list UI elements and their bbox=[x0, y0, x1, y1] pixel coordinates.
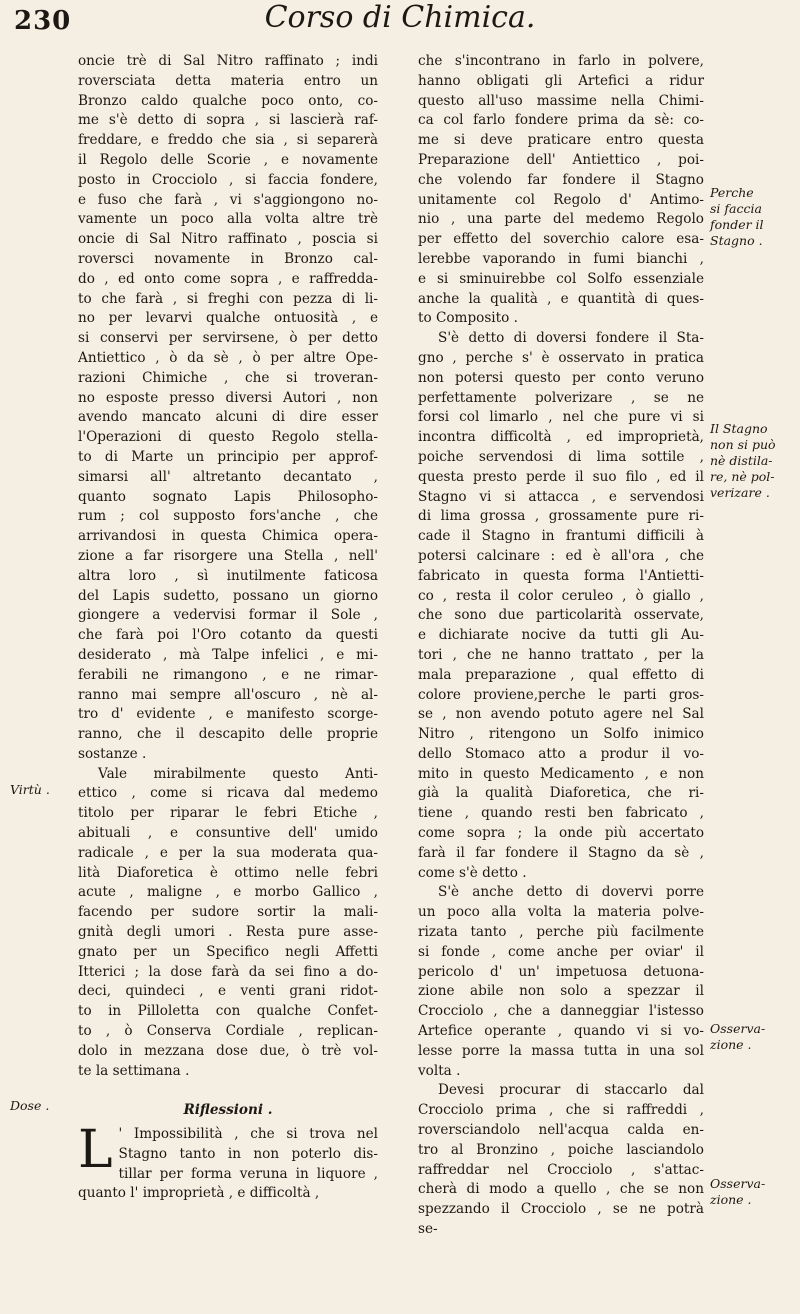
drop-cap: L bbox=[78, 1120, 113, 1181]
text-line: altra loro , sì inutilmente faticosa bbox=[78, 567, 378, 584]
right-column bbox=[418, 52, 704, 1240]
text-line: si fonde , come anche per oviar' il bbox=[418, 943, 704, 960]
text-line: ca col farlo fondere prima da sè: co- bbox=[418, 112, 704, 129]
margin-note-dose: Dose . bbox=[10, 1098, 50, 1113]
text-line: Crocciolo prima , che si raffreddi , bbox=[418, 1102, 704, 1119]
text-line: roversci novamente in Bronzo cal- bbox=[78, 250, 378, 267]
left-column bbox=[78, 52, 378, 1204]
text-line: zione abile non solo a spezzar il bbox=[418, 983, 704, 1000]
text-line: razioni Chimiche , che si troveran- bbox=[78, 369, 378, 386]
text-line: me si deve praticare entro questa bbox=[418, 132, 704, 149]
text-line: ferabili ne rimangono , e ne rimar- bbox=[78, 666, 378, 683]
page-number: 230 bbox=[14, 6, 72, 36]
text-line: Stagno vi si attacca , e servendosi bbox=[418, 488, 704, 505]
text-line: unitamente col Regolo d' Antimo- bbox=[418, 191, 704, 208]
left-paragraph-1 bbox=[78, 52, 378, 765]
text-line: simarsi all' altretanto decantato , bbox=[78, 468, 378, 485]
text-line: gnato per un Specifico negli Affetti bbox=[78, 943, 378, 960]
text-line: già la qualità Diaforetica, che ri- bbox=[418, 785, 704, 802]
text-line: nio , una parte del medemo Regolo bbox=[418, 211, 704, 228]
text-line: to , ò Conserva Cordiale , replican- bbox=[78, 1023, 378, 1040]
text-line: vamente un poco alla volta altre trè bbox=[78, 211, 378, 228]
text-line: dolo in mezzana dose due, ò trè vol- bbox=[78, 1042, 378, 1059]
text-line: deci, quindeci , e venti grani ridot- bbox=[78, 983, 378, 1000]
text-line: oncie di Sal Nitro raffinato , poscia si bbox=[78, 231, 378, 248]
text-line: giongere a vedervisi formar il Sole , bbox=[78, 607, 378, 624]
text-line: un poco alla volta la materia polve- bbox=[418, 904, 704, 921]
text-line: questa presto perde il suo filo , ed il bbox=[418, 468, 704, 485]
text-line: titolo per riparar le febri Etiche , bbox=[78, 805, 378, 822]
text-line: lerebbe vaporando in fumi bianchi , bbox=[418, 250, 704, 267]
margin-note-stagno: Il Stagno non si può nè distila- re, nè pol- verizare . bbox=[710, 421, 776, 500]
text-line: ranno, che il descapito delle proprie bbox=[78, 726, 378, 743]
text-line: roversciata detta materia entro un bbox=[78, 72, 378, 89]
text-line: rizata tanto , perche più facilmente bbox=[418, 924, 704, 941]
text-line: questo all'uso massime nella Chimi- bbox=[418, 92, 704, 109]
text-line: il Regolo delle Scorie , e novamente bbox=[78, 151, 378, 168]
text-line: lità Diaforetica è ottimo nelle febri bbox=[78, 864, 378, 881]
text-line: Bronzo caldo qualche poco onto, co- bbox=[78, 92, 378, 109]
margin-note-perche: Perche si faccia fonder il Stagno . bbox=[710, 185, 764, 248]
text-line: facendo per sudore sortir la mali- bbox=[78, 904, 378, 921]
text-line: rum ; col supposto fors'anche , che bbox=[78, 508, 378, 525]
text-line: Itterici ; la dose farà da sei fino a do- bbox=[78, 963, 378, 980]
text-line: gnità degli umori . Resta pure asse- bbox=[78, 924, 378, 941]
text-line: tro al Bronzino , poiche lasciandolo bbox=[418, 1141, 704, 1158]
margin-note-osservazione-2: Osserva- zione . bbox=[710, 1176, 766, 1207]
text-line: anche la qualità , e quantità di ques- bbox=[418, 290, 704, 307]
text-line: to che farà , si freghi con pezza di li- bbox=[78, 290, 378, 307]
text-line: Vale mirabilmente questo Anti- bbox=[98, 765, 378, 782]
text-line: te la settimana . bbox=[78, 1062, 190, 1079]
text-line: ranno mai sempre all'oscuro , nè al- bbox=[78, 686, 378, 703]
text-line: Preparazione dell' Antiettico , poi- bbox=[418, 151, 704, 168]
text-line: ettico , come si ricava dal medemo bbox=[78, 785, 378, 802]
text-line: S'è anche detto di dovervi porre bbox=[438, 884, 704, 901]
text-line: raffreddar nel Crocciolo , s'attac- bbox=[418, 1161, 704, 1178]
text-line: quanto l' improprietà , e difficoltà , bbox=[78, 1185, 320, 1202]
text-line: do , ed onto come sopra , e raffredda- bbox=[78, 270, 378, 287]
text-line: S'è detto di doversi fondere il Sta- bbox=[438, 330, 704, 347]
text-line: Nitro , ritengono un Solfo inimico bbox=[418, 726, 704, 743]
text-line: che sono due particolarità osservate, bbox=[418, 607, 704, 624]
text-line: colore proviene,perche le parti gros- bbox=[418, 686, 704, 703]
text-line: potersi calcinare : ed è all'ora , che bbox=[418, 547, 704, 564]
text-line: volta . bbox=[418, 1062, 461, 1079]
text-line: cherà di modo a quello , che se non bbox=[418, 1181, 704, 1198]
text-line: come s'è detto . bbox=[418, 864, 527, 881]
text-line: zione a far risorgere una Stella , nell' bbox=[78, 547, 378, 564]
text-line: no per levarvi qualche ontuosità , e bbox=[78, 310, 378, 327]
text-line: acute , maligne , e morbo Gallico , bbox=[78, 884, 378, 901]
reflection-paragraph bbox=[78, 1120, 378, 1204]
text-line: to Composito . bbox=[418, 310, 518, 327]
text-line: no esposte presso diversi Autori , non bbox=[78, 389, 378, 406]
text-line: abituali , e consuntive dell' umido bbox=[78, 825, 378, 842]
text-line: lesse porre la massa tutta in una sol bbox=[418, 1042, 704, 1059]
text-line: come sopra ; la onde più accertato bbox=[418, 825, 704, 842]
text-line: tro d' evidente , e manifesto scorge- bbox=[78, 706, 378, 723]
text-line: Crocciolo , che a danneggiar l'istesso bbox=[418, 1003, 704, 1020]
text-line: Antiettico , ò da sè , ò per altre Ope- bbox=[78, 349, 378, 366]
text-line: e dichiarate nocive da tutti gli Au- bbox=[418, 627, 704, 644]
text-line: Stagno tanto in non poterlo dis- bbox=[118, 1145, 378, 1162]
text-line: to in Pilloletta con qualche Confet- bbox=[78, 1003, 378, 1020]
text-line: radicale , e per la sua moderata qua- bbox=[78, 844, 378, 861]
text-line: mala preparazione , qual effetto di bbox=[418, 666, 704, 683]
text-line: l'Operazioni di questo Regolo stella- bbox=[78, 429, 378, 446]
text-line: avendo mancato alcuni di dire esser bbox=[78, 409, 378, 426]
left-paragraph-2 bbox=[78, 765, 378, 1082]
text-line: quanto sognato Lapis Philosopho- bbox=[78, 488, 378, 505]
text-line: Devesi procurar di staccarlo dal bbox=[438, 1082, 704, 1099]
text-line: poiche servendosi di lima sottile , bbox=[418, 448, 704, 465]
text-line: tillar per forma veruna in liquore , bbox=[118, 1165, 378, 1182]
text-line: fabricato in questa forma l'Antietti- bbox=[418, 567, 704, 584]
text-line: me s'è detto di sopra , si lascierà raf- bbox=[78, 112, 378, 129]
text-line: ' Impossibilità , che si trova nel bbox=[118, 1126, 378, 1143]
text-line: del Lapis sudetto, possano un giorno bbox=[78, 587, 378, 604]
text-line: forsi col limarlo , nel che pure vi si bbox=[418, 409, 704, 426]
running-title: Corso di Chimica. bbox=[264, 0, 536, 35]
text-line: mito in questo Medicamento , e non bbox=[418, 765, 704, 782]
text-line: e fuso che farà , vi s'aggiongono no- bbox=[78, 191, 378, 208]
text-line: arrivandosi in questa Chimica opera- bbox=[78, 528, 378, 545]
text-line: dello Stomaco atto a produr il vo- bbox=[418, 745, 704, 762]
text-line: farà il far fondere il Stagno da sè , bbox=[418, 844, 704, 861]
text-line: incontra difficoltà , ed improprietà, bbox=[418, 429, 704, 446]
margin-note-virtu: Virtù . bbox=[10, 782, 50, 797]
text-line: sostanze . bbox=[78, 745, 147, 762]
right-paragraphs bbox=[418, 52, 704, 1240]
text-line: co , resta il color ceruleo , ò giallo , bbox=[418, 587, 704, 604]
section-heading: Riflessioni . bbox=[183, 1102, 273, 1119]
text-line: che s'incontrano in farlo in polvere, bbox=[418, 53, 704, 69]
text-line: roversciandolo nell'acqua calda en- bbox=[418, 1122, 704, 1139]
text-line: perfettamente polverizare , se ne bbox=[418, 389, 704, 406]
text-line: che volendo far fondere il Stagno bbox=[418, 171, 704, 188]
text-line: freddare, e freddo che sia , si separerà bbox=[78, 132, 378, 149]
text-line: gno , perche s' è osservato in pratica bbox=[418, 349, 704, 366]
margin-note-osservazione-1: Osserva- zione . bbox=[710, 1021, 766, 1052]
text-line: oncie trè di Sal Nitro raffinato ; indi bbox=[78, 53, 378, 69]
text-line: che farà poi l'Oro cotanto da questi bbox=[78, 627, 378, 644]
text-line: hanno obligati gli Artefici a ridur bbox=[418, 72, 704, 89]
text-line: Artefice operante , quando vi si vo- bbox=[418, 1023, 704, 1040]
text-line: e si sminuirebbe col Solfo essenziale bbox=[418, 270, 704, 287]
text-line: posto in Crocciolo , si faccia fondere, bbox=[78, 171, 378, 188]
text-line: pericolo d' un' impetuosa detuona- bbox=[418, 963, 704, 980]
text-line: spezzando il Crocciolo , se ne potrà bbox=[418, 1201, 704, 1218]
text-line: desiderato , mà Talpe infelici , e mi- bbox=[78, 646, 378, 663]
text-line: tiene , quando resti ben fabricato , bbox=[418, 805, 704, 822]
text-line: tori , che ne hanno trattato , per la bbox=[418, 646, 704, 663]
text-line: di lima grossa , grossamente pure ri- bbox=[418, 508, 704, 525]
text-line: cade il Stagno in frantumi difficili à bbox=[418, 528, 704, 545]
text-line: non potersi questo per conto veruno bbox=[418, 369, 704, 386]
text-line: per effetto del soverchio calore esa- bbox=[418, 231, 704, 248]
text-line: si conservi per servirsene, ò per detto bbox=[78, 330, 378, 347]
text-line: to di Marte un principio per approf- bbox=[78, 448, 378, 465]
text-line: se- bbox=[418, 1221, 438, 1238]
text-line: se , non avendo potuto agere nel Sal bbox=[418, 706, 704, 723]
